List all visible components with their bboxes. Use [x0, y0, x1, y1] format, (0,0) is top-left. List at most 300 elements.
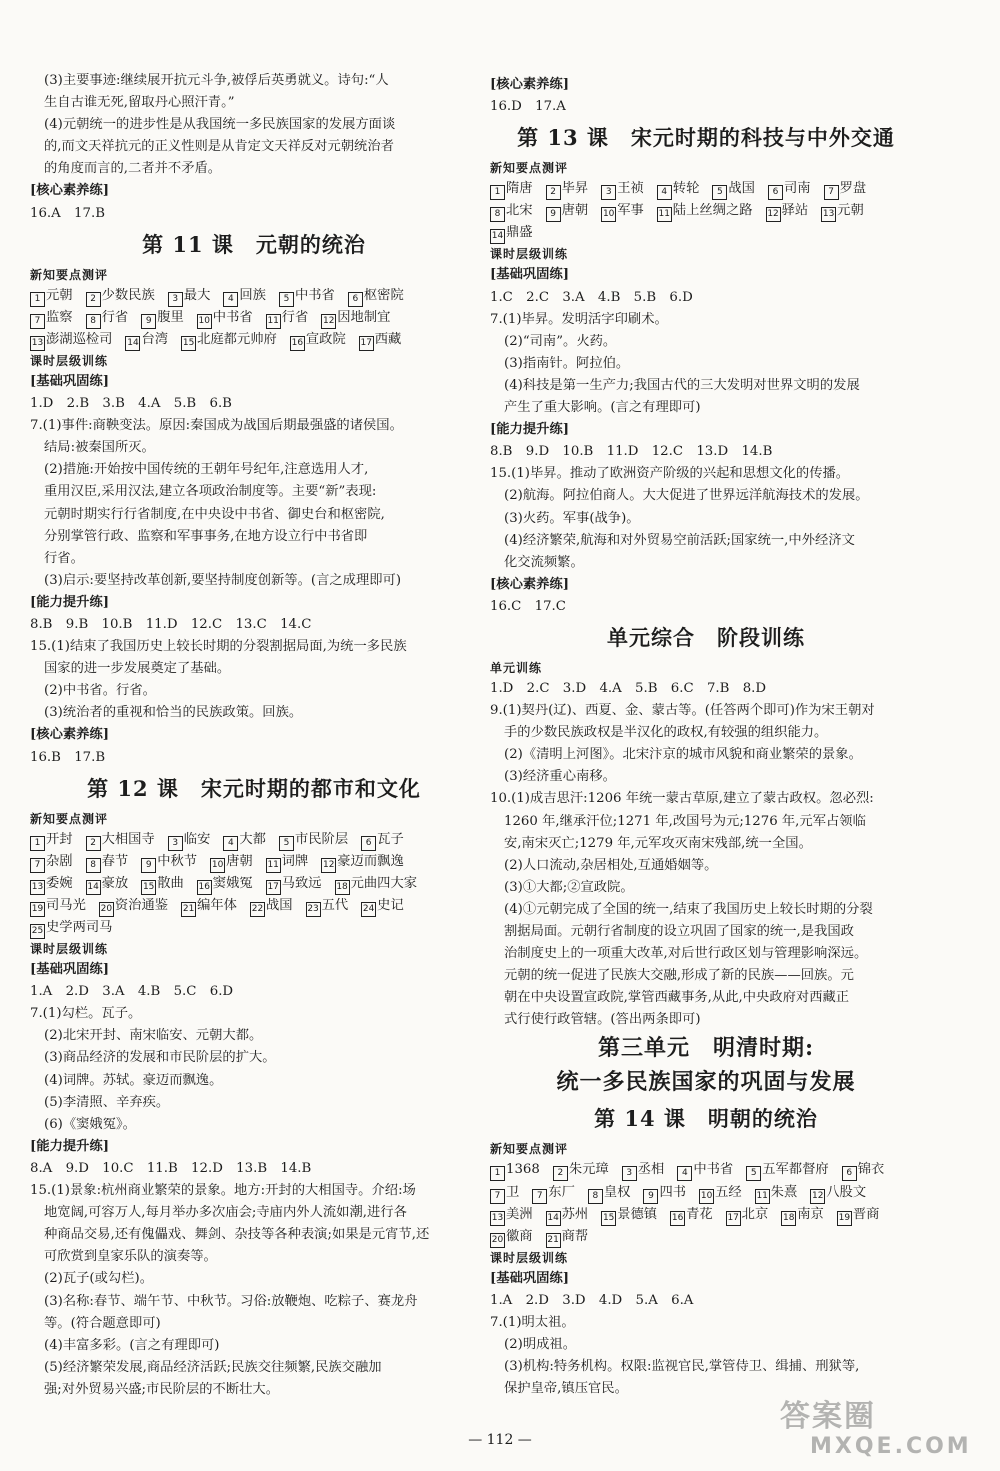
knowledge-point-text: 枢密院 [363, 287, 404, 303]
knowledge-point [821, 200, 864, 222]
lesson-title: 第 14 课 明朝的统治 [594, 1106, 818, 1132]
answer-line: 7.(1)勾栏。瓦子。 [30, 1006, 142, 1022]
number-box: 4 [223, 292, 238, 307]
number-box: 3 [601, 185, 616, 200]
lesson-title: 第 12 课 宋元时期的都市和文化 [87, 775, 421, 801]
knowledge-point-text: 皇权 [603, 1184, 631, 1200]
knowledge-point-text: 大都 [239, 831, 266, 847]
knowledge-point [490, 222, 533, 244]
number-box: 10 [699, 1189, 714, 1204]
lesson-title: 第 13 课 宋元时期的科技与中外交通 [517, 125, 895, 151]
number-box: 3 [622, 1166, 637, 1181]
knowledge-point-text: 因地制宜 [337, 309, 391, 325]
number-box: 16 [197, 880, 212, 895]
knowledge-point [824, 178, 867, 200]
knowledge-point-text: 元曲四大家 [350, 875, 418, 891]
answer-line: (3)主要事迹:继续展开抗元斗争,被俘后英勇就义。诗句:“人 [44, 73, 389, 88]
answer-line: 15.(1)景象:杭州商业繁荣的景象。地方:开封的大相国寺。介绍:场 [30, 1183, 416, 1199]
knowledge-point [766, 200, 809, 222]
knowledge-points-row [490, 222, 922, 244]
number-box: 6 [361, 836, 376, 851]
knowledge-point-text: 锦衣 [857, 1162, 885, 1178]
knowledge-point [30, 329, 112, 351]
knowledge-point-text: 丞相 [637, 1162, 665, 1178]
answer-line: 等。(符合题意即可) [44, 1315, 161, 1331]
number-box: 7 [490, 1189, 505, 1204]
lesson-title: 单元综合 阶段训练 [607, 624, 805, 650]
knowledge-point-text: 美洲 [506, 1206, 533, 1222]
knowledge-point-text: 资治通鉴 [114, 897, 169, 913]
lesson-title: 第 11 课 元朝的统治 [142, 231, 366, 257]
knowledge-point-text: 五经 [715, 1184, 742, 1200]
answer-line: 元朝的统一促进了民族大交融,形成了新的民族——回族。元 [504, 968, 854, 984]
knowledge-point [30, 851, 73, 873]
answer-line: (5)李清照、辛弃疾。 [44, 1094, 170, 1110]
knowledge-point [99, 895, 168, 917]
knowledge-point-text: 中书省 [693, 1162, 734, 1178]
answer-line: (3)商品经济的发展和市民阶层的扩大。 [44, 1050, 276, 1066]
number-box: 14 [86, 880, 101, 895]
knowledge-point [490, 200, 533, 222]
knowledge-point [712, 178, 755, 200]
knowledge-point [86, 873, 129, 895]
knowledge-points-row [30, 917, 478, 939]
number-box: 7 [30, 314, 45, 329]
section-tag: [基础巩固练] [30, 962, 110, 978]
subsection-label: 新知要点测评 [30, 811, 109, 826]
answer-line: 生自古谁无死,留取丹心照汗青。” [44, 95, 235, 111]
answer-line: (3)指南针。阿拉伯。 [504, 355, 630, 371]
knowledge-point-text: 市民阶层 [294, 831, 349, 847]
answer-line: 9.(1)契丹(辽)、西夏、金、蒙古等。(任答两个即可)作为宋王朝对 [490, 703, 875, 719]
knowledge-point [321, 307, 390, 329]
knowledge-point [532, 1182, 575, 1204]
answer-line: 种商品交易,还有傀儡戏、舞剑、杂技等各种表演;如果是元宵节,还 [44, 1227, 430, 1243]
answer-line: 结局:被秦国所灭。 [44, 440, 155, 456]
knowledge-point-text: 朱元璋 [568, 1162, 609, 1178]
knowledge-point-text: 1368 [506, 1162, 540, 1178]
right-column [490, 74, 922, 1400]
number-box: 19 [837, 1211, 852, 1226]
knowledge-point-text: 商帮 [561, 1228, 589, 1244]
answer-line: (3)机构:特务机构。权限:监视官民,掌管侍卫、缉捕、刑狱等, [504, 1359, 860, 1375]
knowledge-point [86, 307, 129, 329]
knowledge-points-row [30, 851, 478, 873]
answer-line: (2)《清明上河图》。北宋汴京的城市风貌和商业繁荣的景象。 [504, 747, 862, 763]
answer-line: 治制度史上的一项重大改革,对后世行政区划与管理影响深远。 [504, 946, 868, 962]
number-box: 24 [361, 902, 376, 917]
number-box: 6 [768, 185, 783, 200]
knowledge-point-text: 台湾 [141, 331, 169, 347]
number-box: 21 [181, 902, 196, 917]
knowledge-point [290, 329, 346, 351]
knowledge-point-text: 东厂 [548, 1184, 575, 1200]
knowledge-points-row [490, 200, 922, 222]
knowledge-point [842, 1159, 885, 1181]
answer-line: (3)①大都;②宣政院。 [504, 879, 634, 895]
answer-line: (2)人口流动,杂居相处,互通婚姻等。 [504, 857, 718, 873]
answer-line: 行省。 [44, 550, 84, 566]
number-box: 7 [824, 185, 839, 200]
knowledge-point [781, 1204, 824, 1226]
knowledge-point [361, 829, 404, 851]
number-box: 11 [266, 314, 281, 329]
knowledge-point [181, 329, 277, 351]
answer-line: 保护皇帝,镇压官民。 [504, 1381, 628, 1397]
number-box: 15 [181, 336, 196, 351]
section-tag: [核心素养练] [490, 77, 570, 92]
number-box: 1 [490, 1166, 505, 1181]
knowledge-point [546, 178, 589, 200]
answer-line: 的角度而言的,二者并不矛盾。 [44, 161, 222, 177]
knowledge-point-text: 司南 [783, 181, 811, 197]
answer-line: (4)元朝统一的进步性是从我国统一多民族国家的发展方面谈 [44, 117, 396, 133]
knowledge-points-row [490, 1159, 922, 1181]
knowledge-points-row [30, 329, 478, 351]
section-tag: [能力提升练] [490, 422, 570, 438]
answer-line: (4)丰富多彩。(言之有理即可) [44, 1337, 220, 1353]
number-box: 7 [532, 1189, 547, 1204]
section-tag: [核心素养练] [30, 727, 110, 743]
subsection-label: 新知要点测评 [490, 161, 569, 176]
knowledge-point [657, 178, 700, 200]
subsection-label: 课时层级训练 [30, 353, 109, 368]
knowledge-point-text: 青花 [686, 1206, 713, 1222]
knowledge-points-row [30, 285, 478, 307]
answer-line: 1260 年,继承汗位;1271 年,改国号为元;1276 年,元军占领临 [504, 813, 866, 829]
knowledge-point-text: 杂剧 [46, 853, 73, 869]
number-box: 6 [348, 292, 363, 307]
knowledge-point-text: 军事 [617, 203, 644, 219]
answer-line: 产生了重大影响。(言之有理即可) [504, 400, 701, 416]
knowledge-points-row [490, 178, 922, 200]
knowledge-point [810, 1182, 866, 1204]
knowledge-point [643, 1182, 686, 1204]
knowledge-point [699, 1182, 742, 1204]
knowledge-point-text: 八股文 [826, 1184, 867, 1200]
knowledge-point [30, 285, 73, 307]
number-box: 8 [588, 1189, 603, 1204]
knowledge-point [670, 1204, 713, 1226]
number-box: 15 [141, 880, 156, 895]
number-box: 17 [726, 1211, 741, 1226]
answer-line: 可欣赏到皇家乐队的演奏等。 [44, 1249, 217, 1265]
number-box: 2 [546, 185, 561, 200]
knowledge-point-text: 中书省 [294, 287, 335, 303]
knowledge-point-text: 瓦子 [377, 831, 404, 847]
knowledge-point-text: 南京 [797, 1206, 824, 1222]
number-box: 3 [168, 836, 183, 851]
answer-line: 1.A 2.D 3.D 4.D 5.A 6.A [490, 1292, 694, 1308]
knowledge-point-text: 编年体 [197, 897, 237, 913]
answer-line: 16.D 17.A [490, 99, 566, 115]
knowledge-point-text: 词牌 [281, 853, 309, 869]
knowledge-point [279, 285, 335, 307]
knowledge-point [125, 329, 168, 351]
number-box: 12 [321, 858, 336, 873]
knowledge-point-text: 豪放 [101, 875, 129, 891]
answer-line: 7.(1)毕昇。发明活字印刷术。 [490, 311, 668, 327]
number-box: 10 [601, 207, 616, 222]
knowledge-point [30, 873, 73, 895]
knowledge-point-text: 回族 [239, 287, 266, 303]
answer-line: (4)词牌。苏轼。豪迈而飘逸。 [44, 1072, 223, 1088]
knowledge-point [141, 873, 184, 895]
number-box: 13 [30, 336, 45, 351]
knowledge-point [86, 851, 129, 873]
subsection-label: 单元训练 [490, 660, 543, 675]
knowledge-point-text: 北京 [741, 1206, 769, 1222]
knowledge-point [361, 895, 404, 917]
watermark-logo [780, 1400, 990, 1464]
number-box: 12 [321, 314, 336, 329]
number-box: 4 [677, 1166, 692, 1181]
knowledge-point [197, 307, 253, 329]
knowledge-point-text: 司马光 [46, 897, 86, 913]
knowledge-point [546, 1204, 589, 1226]
knowledge-point-text: 史学两司马 [46, 920, 113, 935]
knowledge-point-text: 豪迈而飘逸 [337, 853, 404, 869]
knowledge-point [677, 1159, 733, 1181]
knowledge-point-text: 北宋 [506, 203, 533, 219]
knowledge-point [490, 1159, 540, 1181]
number-box: 20 [490, 1233, 505, 1248]
answer-line: 8.A 9.D 10.C 11.B 12.D 13.B 14.B [30, 1160, 312, 1176]
answer-line: 国家的进一步发展奠定了基础。 [44, 661, 231, 677]
knowledge-point-text: 澎湖巡检司 [46, 331, 113, 347]
answer-line: (3)统治者的重视和恰当的民族政策。回族。 [44, 705, 303, 721]
answer-line: 1.D 2.B 3.B 4.A 5.B 6.B [30, 396, 232, 412]
knowledge-point-text: 西藏 [374, 331, 402, 347]
answer-line: 的,而文天祥抗元的正义性则是从肯定文天祥反对元朝统治者 [44, 139, 394, 155]
knowledge-point-text: 监察 [46, 309, 73, 325]
knowledge-point [657, 200, 753, 222]
knowledge-point-text: 晋商 [852, 1206, 880, 1222]
knowledge-point-text: 卫 [506, 1184, 520, 1200]
knowledge-point [86, 829, 155, 851]
watermark-url: MXQE.COM [810, 1434, 972, 1459]
knowledge-point-text: 宣政院 [305, 331, 346, 347]
knowledge-point [622, 1159, 665, 1181]
knowledge-point-text: 行省 [101, 309, 129, 325]
knowledge-points-row [490, 1226, 922, 1248]
knowledge-point-text: 鼎盛 [506, 225, 533, 241]
knowledge-points-row [30, 307, 478, 329]
knowledge-point [141, 851, 197, 873]
number-box: 4 [223, 836, 238, 851]
number-box: 9 [141, 858, 156, 873]
answer-line: (2)瓦子(或勾栏)。 [44, 1271, 153, 1287]
number-box: 5 [279, 836, 294, 851]
knowledge-point-text: 五代 [321, 897, 349, 913]
unit-title: 第三单元 明清时期: [597, 1035, 815, 1062]
knowledge-point [306, 895, 349, 917]
knowledge-point [30, 895, 86, 917]
knowledge-point-text: 战国 [265, 897, 293, 913]
number-box: 14 [490, 229, 505, 244]
knowledge-point [86, 285, 155, 307]
answer-line: 重用汉臣,采用汉法,建立各项政治制度等。主要“新”表现: [44, 484, 377, 500]
knowledge-point-text: 唐朝 [226, 853, 253, 869]
answer-line: (2)明成祖。 [504, 1337, 577, 1353]
knowledge-point [30, 917, 112, 939]
knowledge-point-text: 景德镇 [617, 1206, 658, 1222]
knowledge-point [546, 200, 589, 222]
knowledge-point-text: 四书 [659, 1184, 687, 1200]
knowledge-point-text: 马致远 [281, 875, 322, 891]
answer-line: 分别掌管行政、监察和军事事务,在地方设立行中书省即 [44, 528, 368, 544]
number-box: 9 [643, 1189, 658, 1204]
knowledge-point-text: 少数民族 [101, 287, 155, 303]
knowledge-point-text: 驿站 [781, 203, 809, 219]
number-box: 17 [359, 336, 374, 351]
left-column [30, 70, 478, 1401]
knowledge-point-text: 行省 [281, 309, 309, 325]
number-box: 16 [670, 1211, 685, 1226]
knowledge-point-text: 腹里 [157, 309, 184, 325]
knowledge-point-text: 唐朝 [561, 203, 589, 219]
subsection-label: 课时层级训练 [490, 247, 569, 262]
knowledge-point-text: 毕昇 [561, 181, 589, 197]
number-box: 11 [266, 858, 281, 873]
answer-line: 式行使行政管辖。(答出两条即可) [504, 1012, 701, 1028]
knowledge-point [181, 895, 237, 917]
number-box: 21 [546, 1233, 561, 1248]
knowledge-point [768, 178, 811, 200]
knowledge-point-text: 大相国寺 [101, 831, 155, 847]
knowledge-point [223, 285, 266, 307]
knowledge-points-row [490, 1204, 922, 1226]
knowledge-point-text: 史记 [377, 897, 404, 913]
knowledge-points-row [30, 873, 478, 895]
answer-line: 安,南宋灭亡;1279 年,元军攻灭南宋残部,统一全国。 [504, 835, 812, 851]
section-tag: [能力提升练] [30, 594, 110, 610]
knowledge-point-text: 转轮 [672, 181, 700, 197]
number-box: 5 [712, 185, 727, 200]
number-box: 5 [279, 292, 294, 307]
number-box: 1 [30, 836, 45, 851]
knowledge-point-text: 委婉 [46, 875, 73, 891]
number-box: 12 [810, 1189, 825, 1204]
number-box: 17 [266, 880, 281, 895]
knowledge-point [588, 1182, 631, 1204]
knowledge-point-text: 元朝 [837, 203, 864, 219]
number-box: 13 [821, 207, 836, 222]
number-box: 2 [553, 1166, 568, 1181]
knowledge-point-text: 战国 [728, 181, 755, 197]
section-tag: [基础巩固练] [30, 373, 110, 389]
answer-line: 15.(1)毕昇。推动了欧洲资产阶级的兴起和思想文化的传播。 [490, 466, 850, 482]
number-box: 11 [755, 1189, 770, 1204]
answer-line: 1.C 2.C 3.A 4.B 5.B 6.D [490, 289, 693, 305]
answer-line: (3)火药。军事(战争)。 [504, 510, 640, 526]
number-box: 22 [250, 902, 265, 917]
knowledge-point-text: 元朝 [46, 287, 73, 303]
knowledge-points-row [490, 1182, 922, 1204]
section-tag: [基础巩固练] [490, 1270, 570, 1286]
knowledge-point-text: 春节 [101, 853, 129, 869]
knowledge-point [266, 307, 309, 329]
watermark-text: 答案圈 [780, 1399, 876, 1434]
number-box: 4 [657, 185, 672, 200]
answer-line: (5)经济繁荣发展,商品经济活跃;民族交往频繁,民族交融加 [44, 1359, 382, 1375]
number-box: 23 [306, 902, 321, 917]
number-box: 6 [842, 1166, 857, 1181]
number-box: 2 [86, 292, 101, 307]
knowledge-point-text: 苏州 [561, 1206, 589, 1222]
knowledge-point [168, 829, 211, 851]
number-box: 9 [141, 314, 156, 329]
knowledge-point-text: 徽商 [506, 1228, 533, 1244]
knowledge-point [490, 1182, 519, 1204]
number-box: 8 [86, 314, 101, 329]
knowledge-point [30, 307, 73, 329]
answer-line: 手的少数民族政权是半汉化的政权,有较强的组织能力。 [504, 725, 828, 741]
knowledge-point [359, 329, 402, 351]
knowledge-point [141, 307, 184, 329]
answer-line: 1.A 2.D 3.A 4.B 5.C 6.D [30, 984, 234, 1000]
answer-line: 16.C 17.C [490, 598, 566, 614]
page-number: — 112 — [468, 1432, 532, 1448]
answer-line: 10.(1)成吉思汗:1206 年统一蒙古草原,建立了蒙古政权。忽必烈: [490, 791, 874, 807]
knowledge-point-text: 窦娥冤 [212, 875, 253, 891]
knowledge-point [266, 873, 322, 895]
unit-title: 统一多民族国家的巩固与发展 [556, 1069, 856, 1096]
knowledge-point-text: 中书省 [212, 309, 253, 325]
number-box: 7 [30, 858, 45, 873]
knowledge-point-text: 中秋节 [157, 853, 198, 869]
number-box: 3 [168, 292, 183, 307]
knowledge-point [348, 285, 404, 307]
answer-line: (4)①元朝完成了全国的统一,结束了我国历史上较长时期的分裂 [504, 901, 873, 917]
answer-line: 8.B 9.D 10.B 11.D 12.C 13.D 14.B [490, 444, 773, 460]
knowledge-points-row [30, 829, 478, 851]
answer-line: (2)“司南”。火药。 [504, 333, 617, 349]
number-box: 11 [657, 207, 672, 222]
number-box: 10 [210, 858, 225, 873]
knowledge-point [279, 829, 348, 851]
knowledge-point-text: 开封 [46, 831, 73, 847]
number-box: 18 [335, 880, 350, 895]
number-box: 13 [490, 1211, 505, 1226]
knowledge-point-text: 北庭都元帅府 [197, 331, 277, 347]
answer-line: 1.D 2.C 3.D 4.A 5.B 6.C 7.B 8.D [490, 680, 767, 696]
answer-line: 强;对外贸易兴盛;市民阶层的不断壮大。 [44, 1381, 280, 1397]
knowledge-point [30, 829, 73, 851]
knowledge-point [250, 895, 293, 917]
number-box: 18 [781, 1211, 796, 1226]
number-box: 8 [86, 858, 101, 873]
knowledge-point-text: 王祯 [617, 181, 644, 197]
answer-line: (3)启示:要坚持改革创新,要坚持制度创新等。(言之成理即可) [44, 572, 402, 588]
subsection-label: 新知要点测评 [30, 267, 109, 282]
knowledge-point [168, 285, 211, 307]
number-box: 8 [490, 207, 505, 222]
knowledge-point [837, 1204, 880, 1226]
section-tag: [基础巩固练] [490, 267, 570, 283]
knowledge-point [335, 873, 417, 895]
number-box: 15 [601, 1211, 616, 1226]
subsection-label: 新知要点测评 [490, 1142, 569, 1157]
knowledge-point [726, 1204, 769, 1226]
number-box: 20 [99, 902, 114, 917]
answer-line: 地宽阔,可容万人,每月举办多次庙会;寺庙内外人流如潮,进行各 [44, 1205, 407, 1221]
answer-line: (4)科技是第一生产力;我国古代的三大发明对世界文明的发展 [504, 377, 860, 393]
answer-line: 元朝时期实行行省制度,在中央设中书省、御史台和枢密院, [44, 506, 385, 522]
knowledge-point [546, 1226, 589, 1248]
knowledge-points-row [30, 895, 478, 917]
knowledge-point [755, 1182, 798, 1204]
